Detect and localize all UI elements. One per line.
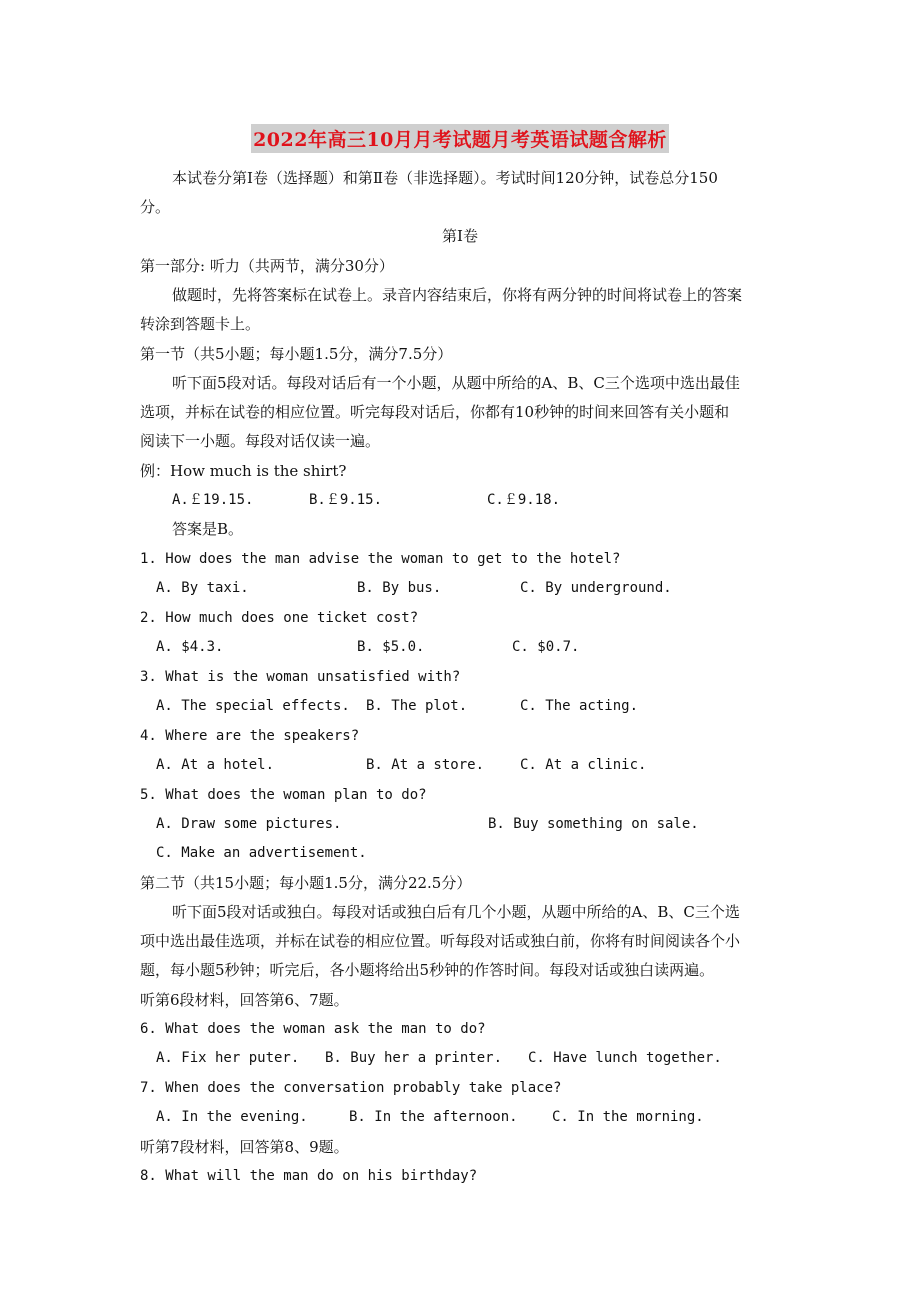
question-1-option-c: C. By underground. xyxy=(520,580,672,596)
question-2-option-a: A. $4.3. xyxy=(156,639,224,655)
volume-heading: 第Ⅰ卷 xyxy=(442,227,478,245)
question-3-option-b: B. The plot. xyxy=(366,698,468,714)
question-2: 2. How much does one ticket cost? xyxy=(140,610,419,626)
example-option-b: B.￡9.15. xyxy=(309,492,383,508)
example-question: 例：How much is the shirt? xyxy=(140,462,347,480)
intro-line-2: 分。 xyxy=(140,198,171,216)
question-7-option-a: A. In the evening. xyxy=(156,1109,308,1125)
part1-heading: 第一部分: 听力（共两节，满分30分） xyxy=(140,257,394,275)
question-5-option-a: A. Draw some pictures. xyxy=(156,816,342,832)
question-5: 5. What does the woman plan to do? xyxy=(140,787,427,803)
intro-line-1: 本试卷分第Ⅰ卷（选择题）和第Ⅱ卷（非选择题）。考试时间120分钟，试卷总分150 xyxy=(172,169,718,187)
question-1: 1. How does the man advise the woman to get to the hotel? xyxy=(140,551,621,567)
section1-instruction-3: 阅读下一小题。每段对话仅读一遍。 xyxy=(140,432,381,450)
section1-instruction-2: 选项，并标在试卷的相应位置。听完每段对话后，你都有10秒钟的时间来回答有关小题和 xyxy=(140,403,730,421)
material-7-heading: 听第7段材料，回答第8、9题。 xyxy=(140,1138,349,1156)
section1-instruction-1: 听下面5段对话。每段对话后有一个小题，从题中所给的A、B、C三个选项中选出最佳 xyxy=(172,374,740,392)
question-1-option-b: B. By bus. xyxy=(357,580,442,596)
question-3: 3. What is the woman unsatisfied with? xyxy=(140,669,461,685)
question-4-option-a: A. At a hotel. xyxy=(156,757,275,773)
question-6-option-a: A. Fix her puter. xyxy=(156,1050,300,1066)
section2-instruction-3: 题，每小题5秒钟；听完后，各小题将给出5秒钟的作答时间。每段对话或独白读两遍。 xyxy=(140,961,715,979)
section2-heading: 第二节（共15小题；每小题1.5分，满分22.5分） xyxy=(140,874,472,892)
document-title-wrap xyxy=(0,124,920,153)
question-7: 7. When does the conversation probably take place? xyxy=(140,1080,562,1096)
question-7-option-c: C. In the morning. xyxy=(552,1109,704,1125)
question-6: 6. What does the woman ask the man to do? xyxy=(140,1021,486,1037)
question-4: 4. Where are the speakers? xyxy=(140,728,360,744)
question-2-option-c: C. $0.7. xyxy=(512,639,580,655)
question-4-option-b: B. At a store. xyxy=(366,757,485,773)
question-6-option-c: C. Have lunch together. xyxy=(528,1050,722,1066)
section2-instruction-2: 项中选出最佳选项，并标在试卷的相应位置。听每段对话或独白前，你将有时间阅读各个小 xyxy=(140,932,741,950)
question-1-option-a: A. By taxi. xyxy=(156,580,249,596)
document-title: 2022年高三10月月考试题月考英语试题含解析 xyxy=(251,124,669,153)
question-3-option-a: A. The special effects. xyxy=(156,698,350,714)
question-5-option-c: C. Make an advertisement. xyxy=(156,845,367,861)
section2-instruction-1: 听下面5段对话或独白。每段对话或独白后有几个小题，从题中所给的A、B、C三个选 xyxy=(172,903,740,921)
example-answer: 答案是B。 xyxy=(172,520,244,538)
question-4-option-c: C. At a clinic. xyxy=(520,757,647,773)
material-6-heading: 听第6段材料，回答第6、7题。 xyxy=(140,991,349,1009)
question-6-option-b: B. Buy her a printer. xyxy=(325,1050,503,1066)
part1-instruction-2: 转涂到答题卡上。 xyxy=(140,315,261,333)
section1-heading: 第一节（共5小题；每小题1.5分，满分7.5分） xyxy=(140,345,453,363)
example-option-a: A.￡19.15. xyxy=(172,492,254,508)
question-7-option-b: B. In the afternoon. xyxy=(349,1109,518,1125)
part1-instruction-1: 做题时，先将答案标在试卷上。录音内容结束后，你将有两分钟的时间将试卷上的答案 xyxy=(172,286,743,304)
question-5-option-b: B. Buy something on sale. xyxy=(488,816,699,832)
question-3-option-c: C. The acting. xyxy=(520,698,639,714)
example-option-c: C.￡9.18. xyxy=(487,492,561,508)
question-8: 8. What will the man do on his birthday? xyxy=(140,1168,478,1184)
question-2-option-b: B. $5.0. xyxy=(357,639,425,655)
